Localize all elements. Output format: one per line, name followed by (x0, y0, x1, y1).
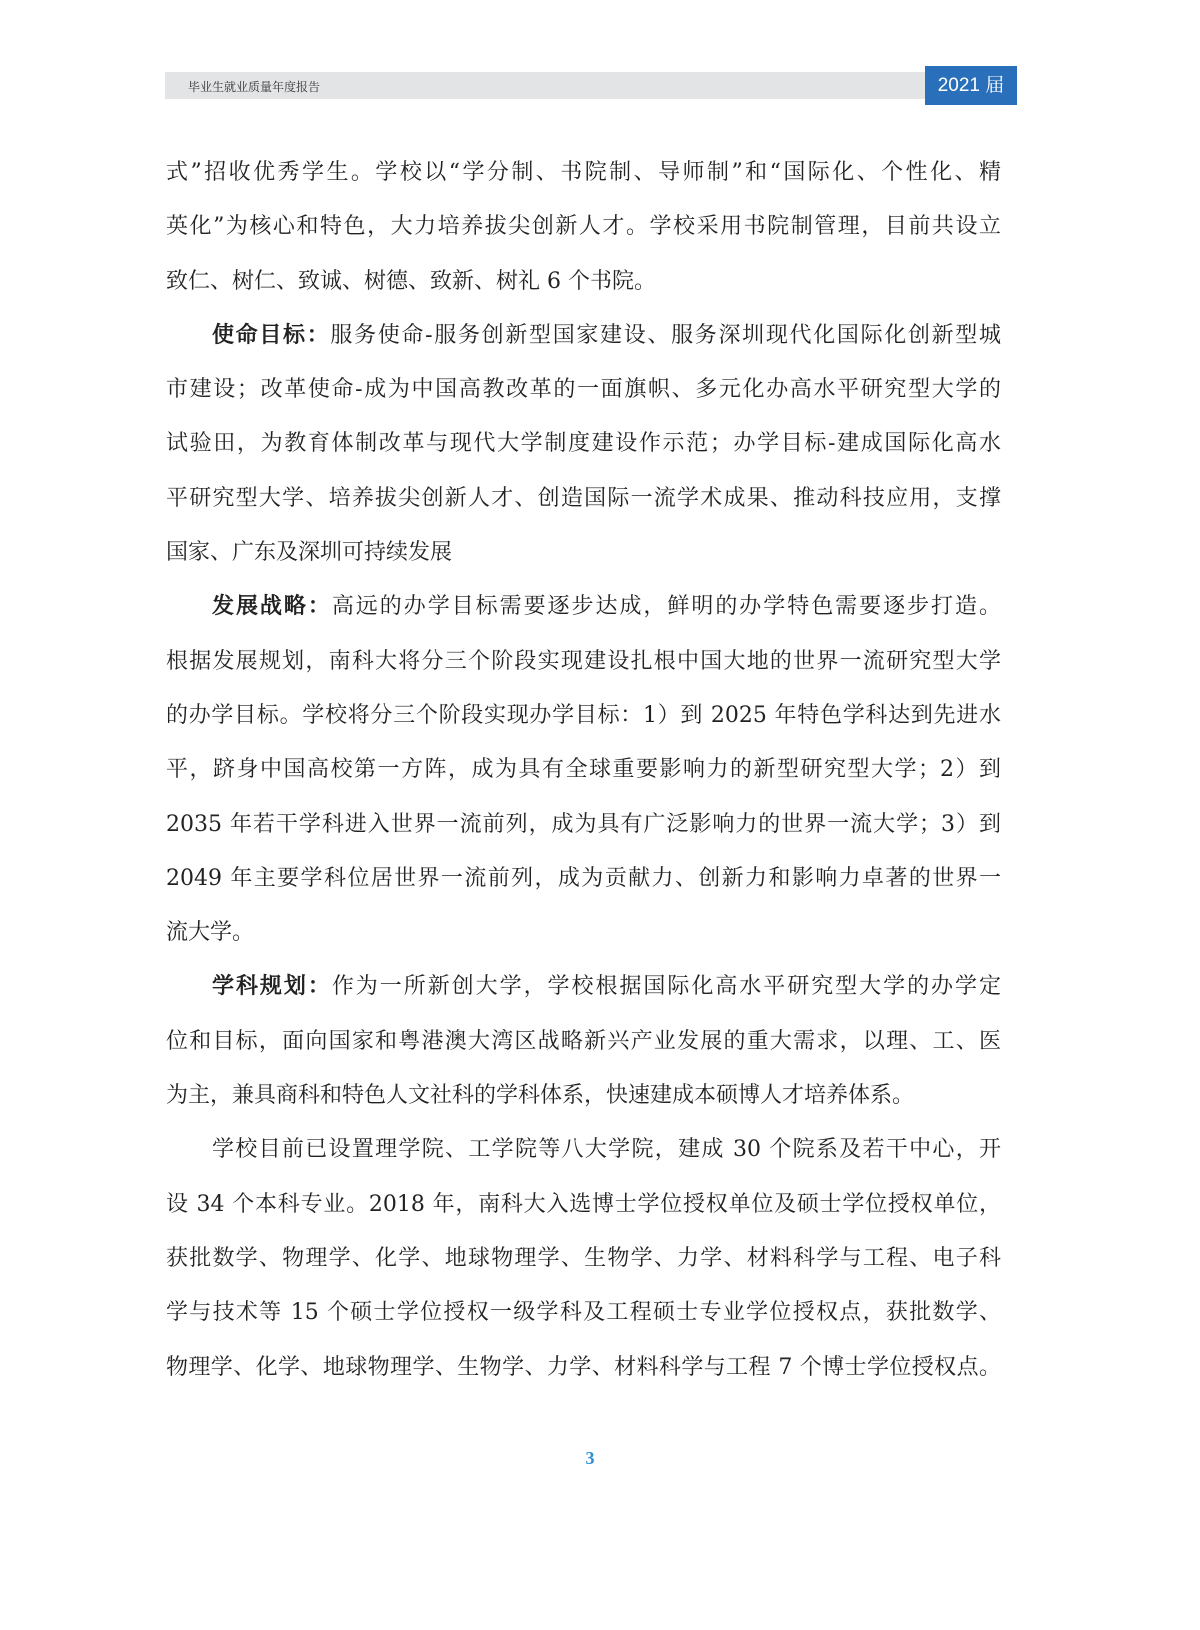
text-line (166, 146, 1001, 200)
line-text: 作为一所新创大学，学校根据国际化高水平研究型大学的办学定 (331, 974, 1001, 1000)
text-line (166, 1178, 1001, 1232)
paragraph (166, 146, 1001, 309)
line-text: 根据发展规划，南科大将分三个阶段实现建设扎根中国大地的世界一流研究型大学 (166, 648, 1001, 674)
text-line (166, 689, 1001, 743)
text-line (166, 1286, 1001, 1340)
text-line (166, 363, 1001, 417)
text-line (166, 1015, 1001, 1069)
paragraph-heading: 发展战略： (212, 594, 332, 620)
page-number: 3 (585, 1448, 595, 1468)
text-line (166, 200, 1001, 254)
text-line (166, 1232, 1001, 1286)
text-line (166, 743, 1001, 797)
text-line (166, 1069, 1001, 1123)
line-text: 的办学目标。学校将分三个阶段实现办学目标：1）到 2025 年特色学科达到先进水 (166, 702, 1001, 728)
line-text: 致仁、树仁、致诚、树德、致新、树礼 6 个书院。 (166, 268, 656, 294)
line-text: 试验田，为教育体制改革与现代大学制度建设作示范；办学目标-建成国际化高水 (166, 431, 1001, 457)
line-text: 平研究型大学、培养拔尖创新人才、创造国际一流学术成果、推动科技应用，支撑 (166, 485, 1001, 511)
text-line (166, 798, 1001, 852)
line-text: 服务使命-服务创新型国家建设、服务深圳现代化国际化创新型城 (330, 322, 1001, 348)
text-line (166, 1123, 1001, 1177)
text-line (166, 309, 1001, 363)
line-text: 获批数学、物理学、化学、地球物理学、生物学、力学、材料科学与工程、电子科 (166, 1245, 1001, 1271)
text-line (166, 417, 1001, 471)
paragraph (166, 960, 1001, 1123)
line-text: 高远的办学目标需要逐步达成，鲜明的办学特色需要逐步打造。 (331, 594, 1001, 620)
paragraph-heading: 学科规划： (212, 974, 332, 1000)
line-text: 2049 年主要学科位居世界一流前列，成为贡献力、创新力和影响力卓著的世界一 (166, 865, 1001, 891)
line-text: 式”招收优秀学生。学校以“学分制、书院制、导师制”和“国际化、个性化、精 (166, 160, 1001, 185)
text-line (166, 472, 1001, 526)
text-line (166, 960, 1001, 1014)
text-line (166, 255, 1001, 309)
line-text: 平，跻身中国高校第一方阵，成为具有全球重要影响力的新型研究型大学；2）到 (166, 757, 1001, 783)
paragraph (166, 309, 1001, 580)
line-text: 位和目标，面向国家和粤港澳大湾区战略新兴产业发展的重大需求，以理、工、医 (166, 1028, 1001, 1054)
line-text: 英化”为核心和特色，大力培养拔尖创新人才。学校采用书院制管理，目前共设立 (166, 214, 1001, 240)
text-line (166, 526, 1001, 580)
line-text: 物理学、化学、地球物理学、生物学、力学、材料科学与工程 7 个博士学位授权点。 (166, 1354, 1001, 1380)
line-text: 市建设；改革使命-成为中国高教改革的一面旗帜、多元化办高水平研究型大学的 (166, 377, 1001, 403)
paragraph (166, 580, 1001, 960)
line-text: 国家、广东及深圳可持续发展 (166, 540, 453, 566)
text-line (166, 906, 1001, 960)
text-line (166, 1341, 1001, 1395)
running-header (165, 72, 925, 99)
line-text: 设 34 个本科专业。2018 年，南科大入选博士学位授权单位及硕士学位授权单位， (166, 1191, 1001, 1217)
document-body (166, 146, 1001, 1395)
line-text: 为主，兼具商科和特色人文社科的学科体系，快速建成本硕博人才培养体系。 (166, 1083, 915, 1109)
paragraph-heading: 使命目标： (212, 322, 331, 348)
line-text: 学与技术等 15 个硕士学位授权一级学科及工程硕士专业学位授权点，获批数学、 (166, 1300, 1001, 1326)
text-line (166, 580, 1001, 634)
report-title: 毕业生就业质量年度报告 (188, 80, 321, 94)
line-text: 流大学。 (166, 920, 255, 946)
text-line (166, 852, 1001, 906)
line-text: 2035 年若干学科进入世界一流前列，成为具有广泛影响力的世界一流大学；3）到 (166, 811, 1001, 837)
text-line (166, 635, 1001, 689)
paragraph (166, 1123, 1001, 1394)
year-badge: 2021 届 (925, 66, 1017, 105)
line-text: 学校目前已设置理学院、工学院等八大学院，建成 30 个院系及若干中心，开 (212, 1137, 1001, 1163)
